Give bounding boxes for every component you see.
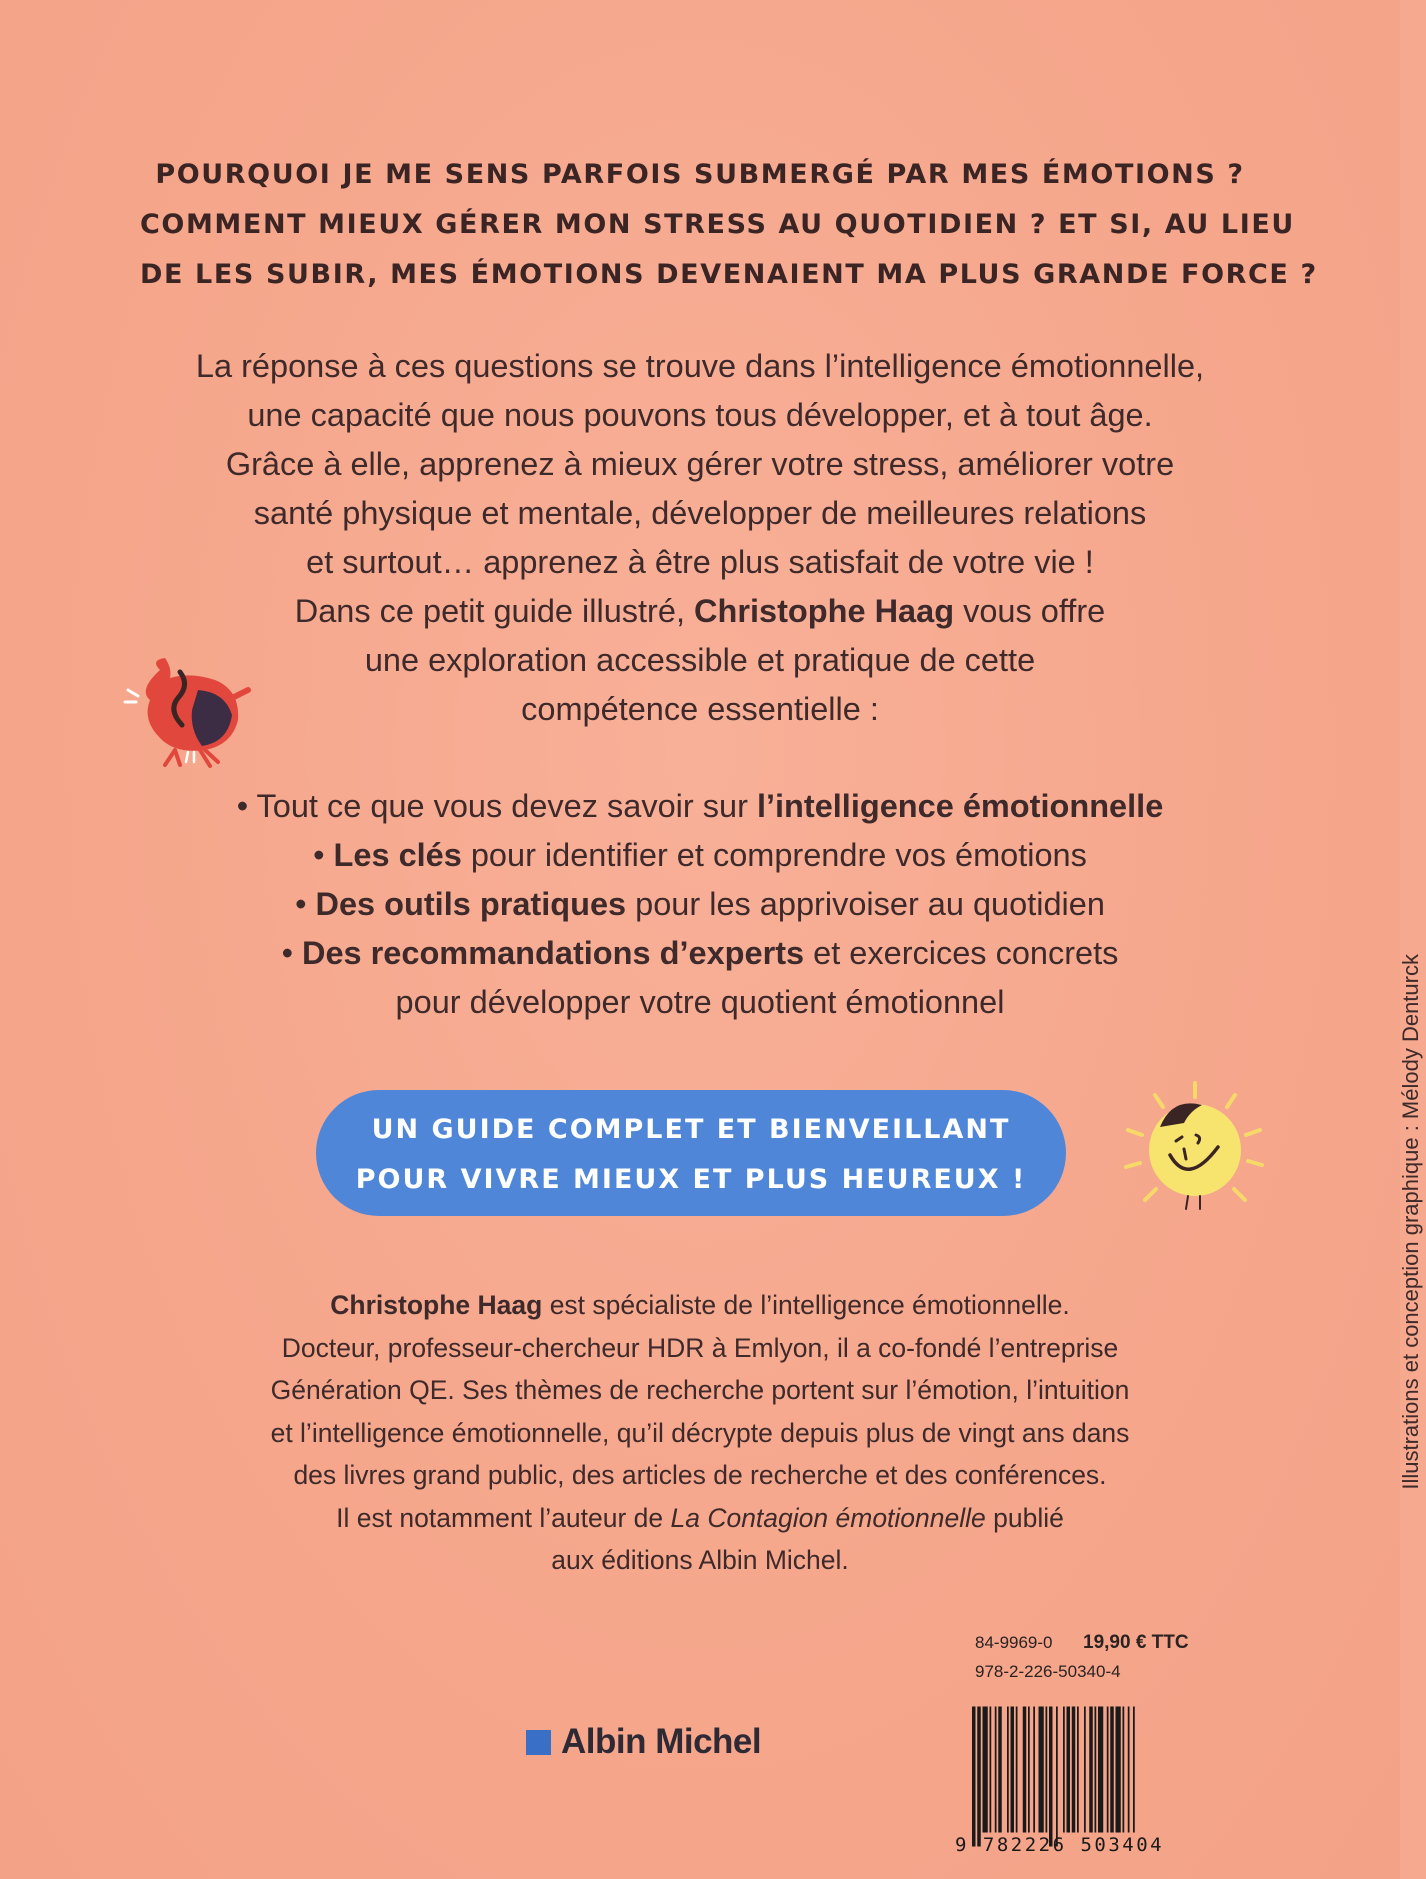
bio-text: est spécialiste de l’intelligence émotionnelle.: [542, 1290, 1070, 1320]
intro-line: santé physique et mentale, développer de meilleures relations: [253, 495, 1147, 531]
barcode-bar: [1028, 1707, 1030, 1833]
barcode-bar: [1084, 1707, 1086, 1833]
bio-text: publié: [985, 1502, 1064, 1533]
barcode-bar: [1116, 1707, 1121, 1833]
bio-line: aux éditions Albin Michel.: [551, 1545, 849, 1575]
barcode-bar: [972, 1707, 976, 1847]
barcode-bar: [1072, 1707, 1076, 1833]
bio-line: Docteur, professeur-chercheur HDR à Emlyon, il a co-fondé l’entreprise: [281, 1332, 1119, 1363]
barcode-bar: [977, 1707, 981, 1847]
barcode-bar: [1067, 1707, 1071, 1833]
price-row: [975, 1632, 1205, 1654]
question-line: DE LES SUBIR, MES ÉMOTIONS DEVENAIENT MA PLUS GRANDE FORCE ?: [140, 259, 1318, 290]
barcode-bar: [1023, 1707, 1027, 1833]
bullet-item: [150, 929, 1250, 978]
bio-text: Il est notamment l’auteur de: [336, 1502, 671, 1533]
barcode-bar: [1095, 1707, 1097, 1833]
bullet-item: [150, 782, 1250, 831]
intro-line: une exploration accessible et pratique de cette: [364, 642, 1036, 678]
barcode-bar: [1133, 1707, 1135, 1833]
intro-line: [150, 587, 1250, 636]
barcode-bar: [1077, 1707, 1079, 1833]
bullet-text: •: [295, 886, 316, 922]
bullet-text: • Tout ce que vous devez savoir sur: [236, 788, 757, 824]
barcode-bar: [1016, 1707, 1018, 1833]
logo-square-icon: [526, 1730, 551, 1755]
intro-text: Dans ce petit guide illustré,: [294, 593, 695, 629]
tagline-line: UN GUIDE COMPLET ET BIENVEILLANT: [371, 1114, 1011, 1145]
barcode-bar: [1098, 1707, 1103, 1833]
intro-line: et surtout… apprenez à être plus satisfait de votre vie !: [306, 544, 1094, 580]
bullet-text: pour identifier et comprendre vos émotions: [461, 837, 1087, 873]
book-title: La Contagion émotionnelle: [670, 1502, 986, 1533]
sun-illustration: [1110, 1075, 1280, 1225]
barcode-bar: [1039, 1707, 1044, 1833]
bullet-text: pour les apprivoiser au quotidien: [626, 886, 1105, 922]
barcode-bar: [1128, 1707, 1130, 1833]
barcode-bar: [1046, 1707, 1048, 1833]
barcode-bar: [990, 1707, 992, 1833]
question-line: POURQUOI JE ME SENS PARFOIS SUBMERGÉ PAR MES ÉMOTIONS ?: [155, 159, 1245, 190]
bullet-continuation: pour développer votre quotient émotionnel: [395, 984, 1005, 1020]
product-code: 84-9969-0: [975, 1633, 1053, 1652]
intro-line: compétence essentielle :: [521, 691, 879, 727]
intro-paragraph: [150, 342, 1250, 734]
barcode-bar: [983, 1707, 988, 1833]
bullet-highlight: Les clés: [333, 837, 462, 873]
publisher-name: Albin Michel: [561, 1722, 762, 1761]
bio-line: [150, 1497, 1250, 1540]
tagline-line: POUR VIVRE MIEUX ET PLUS HEUREUX !: [355, 1164, 1027, 1195]
bullet-text: •: [313, 837, 334, 873]
isbn: 978-2-226-50340-4: [975, 1662, 1121, 1681]
question-line: COMMENT MIEUX GÉRER MON STRESS AU QUOTIDIEN ? ET SI, AU LIEU: [140, 209, 1295, 240]
barcode-bar: [1033, 1707, 1035, 1833]
price: 19,90 € TTC: [1083, 1632, 1189, 1653]
barcode-bar: [1089, 1707, 1093, 1833]
intro-text: vous offre: [954, 593, 1106, 629]
bio-line: Génération QE. Ses thèmes de recherche portent sur l’émotion, l’intuition: [270, 1375, 1130, 1405]
barcode-bar: [1110, 1707, 1114, 1833]
bio-author-name: Christophe Haag: [330, 1290, 543, 1320]
barcode-bar: [1007, 1707, 1009, 1833]
bullet-item: [150, 831, 1250, 880]
bullet-text: •: [281, 935, 302, 971]
bio-line: des livres grand public, des articles de recherche et des conférences.: [293, 1460, 1107, 1490]
bullet-item: [150, 880, 1250, 929]
bullet-highlight: Des recommandations d’experts: [302, 935, 805, 971]
barcode-bar: [998, 1707, 1002, 1833]
bullet-highlight: Des outils pratiques: [315, 886, 627, 922]
bio-line: et l’intelligence émotionnelle, qu’il décrypte depuis plus de vingt ans dans: [270, 1417, 1130, 1448]
barcode-bar: [995, 1707, 997, 1833]
barcode-bar: [1049, 1707, 1053, 1847]
bio-line: [150, 1284, 1250, 1327]
intro-line: La réponse à ces questions se trouve dans l’intelligence émotionnelle,: [195, 348, 1205, 384]
intro-line: une capacité que nous pouvons tous développer, et à tout âge.: [247, 397, 1153, 433]
tagline-callout: [316, 1090, 1066, 1216]
author-bio: [150, 1284, 1250, 1582]
barcode-digits: 9 782226 503404: [955, 1834, 1165, 1856]
barcode-bar: [1011, 1707, 1015, 1833]
intro-line: Grâce à elle, apprenez à mieux gérer votre stress, améliorer votre: [225, 446, 1175, 482]
price-block: [975, 1632, 1205, 1682]
bullet-highlight: l’intelligence émotionnelle: [756, 788, 1164, 824]
barcode-bar: [1107, 1707, 1109, 1833]
illustration-credit: Illustrations et conception graphique : Mélody Denturck: [1398, 954, 1423, 1490]
author-name: Christophe Haag: [694, 593, 955, 629]
barcode-bar: [1123, 1707, 1125, 1833]
bullet-text: et exercices concrets: [804, 935, 1119, 971]
headline-questions: [140, 150, 1318, 300]
publisher-logo: [526, 1722, 761, 1762]
feature-bullets: [150, 782, 1250, 1027]
barcode-bar: [1063, 1707, 1065, 1833]
bird-illustration: [120, 650, 265, 770]
barcode-bar: [1056, 1707, 1058, 1847]
